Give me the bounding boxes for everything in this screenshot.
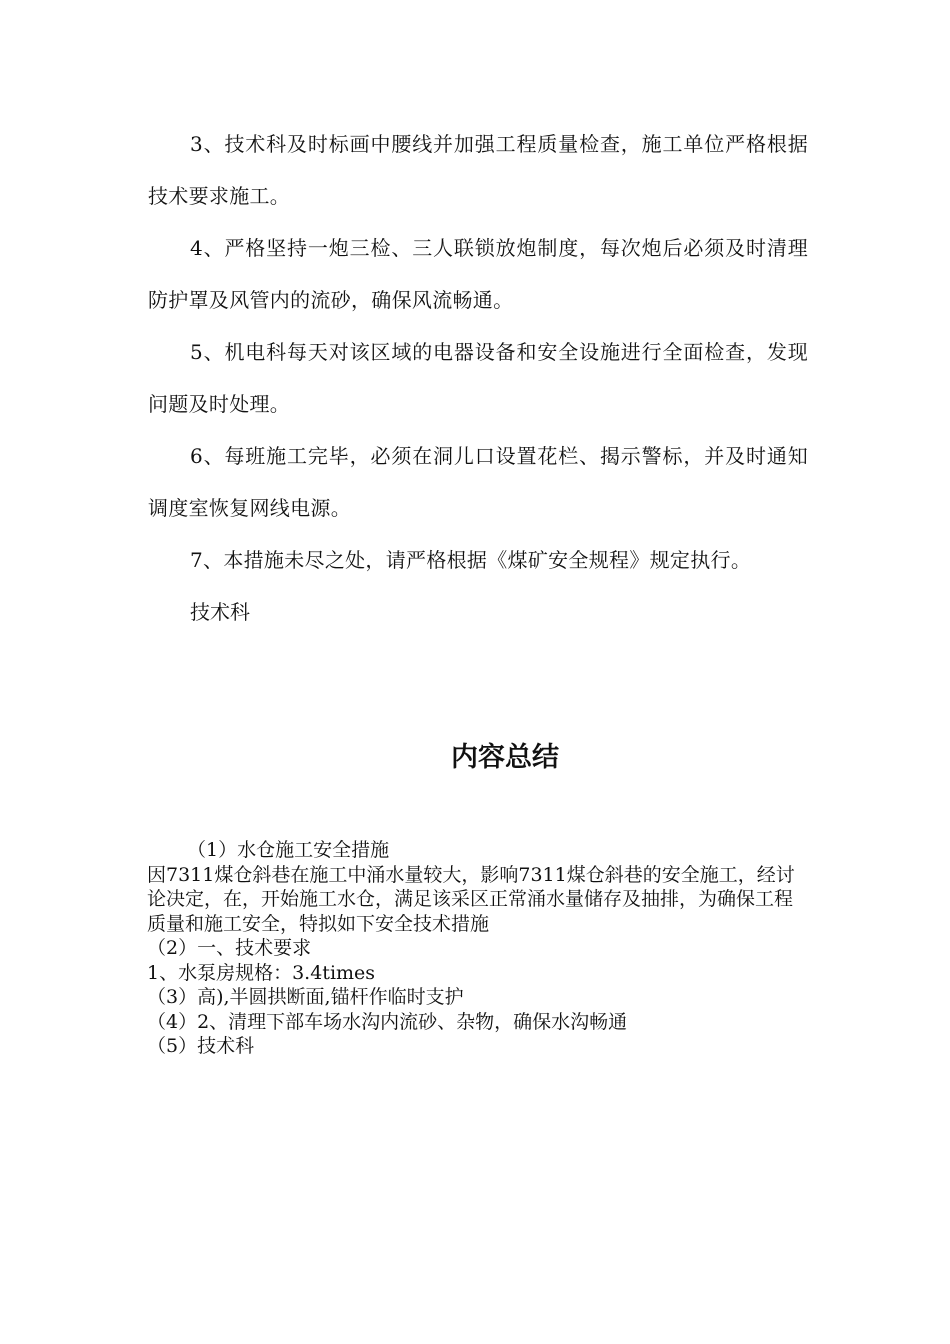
summary-line-6: （4）2、清理下部车场水沟内流砂、杂物，确保水沟畅通 [147, 1010, 628, 1033]
summary-title: 内容总结 [451, 742, 559, 773]
summary-line-3: （2）一、技术要求 [147, 937, 312, 959]
paragraph-7: 7、本措施未尽之处，请严格根据《煤矿安全规程》规定执行。 [190, 548, 752, 572]
summary-line-2: 因7311煤仓斜巷在施工中涌水量较大，影响7311煤仓斜巷的安全施工，经讨论决定，在，开始施工水仓，满足该采区正常涌水量储存及抽排，为确保工程质量和施工安全，特拟如下安全技术措施 [147, 863, 795, 935]
paragraph-5: 5、机电科每天对该区域的电器设备和安全设施进行全面检查，发现问题及时处理。 [148, 340, 808, 416]
summary-line-7: （5）技术科 [147, 1035, 255, 1057]
paragraph-3: 3、技术科及时标画中腰线并加强工程质量检查，施工单位严格根据技术要求施工。 [148, 132, 808, 208]
summary-line-1: （1）水仓施工安全措施 [187, 839, 390, 861]
signature: 技术科 [190, 600, 250, 624]
summary-line-5: （3）高),半圆拱断面,锚杆作临时支护 [147, 986, 464, 1008]
summary-line-4: 1、水泵房规格：3.4times [147, 961, 376, 984]
summary-section [147, 838, 797, 1059]
paragraph-4: 4、严格坚持一炮三检、三人联锁放炮制度，每次炮后必须及时清理防护罩及风管内的流砂，确保风流畅通。 [148, 236, 808, 312]
paragraph-6: 6、每班施工完毕，必须在洞儿口设置花栏、揭示警标，并及时通知调度室恢复网线电源。 [148, 444, 808, 520]
measures-body [148, 118, 808, 638]
